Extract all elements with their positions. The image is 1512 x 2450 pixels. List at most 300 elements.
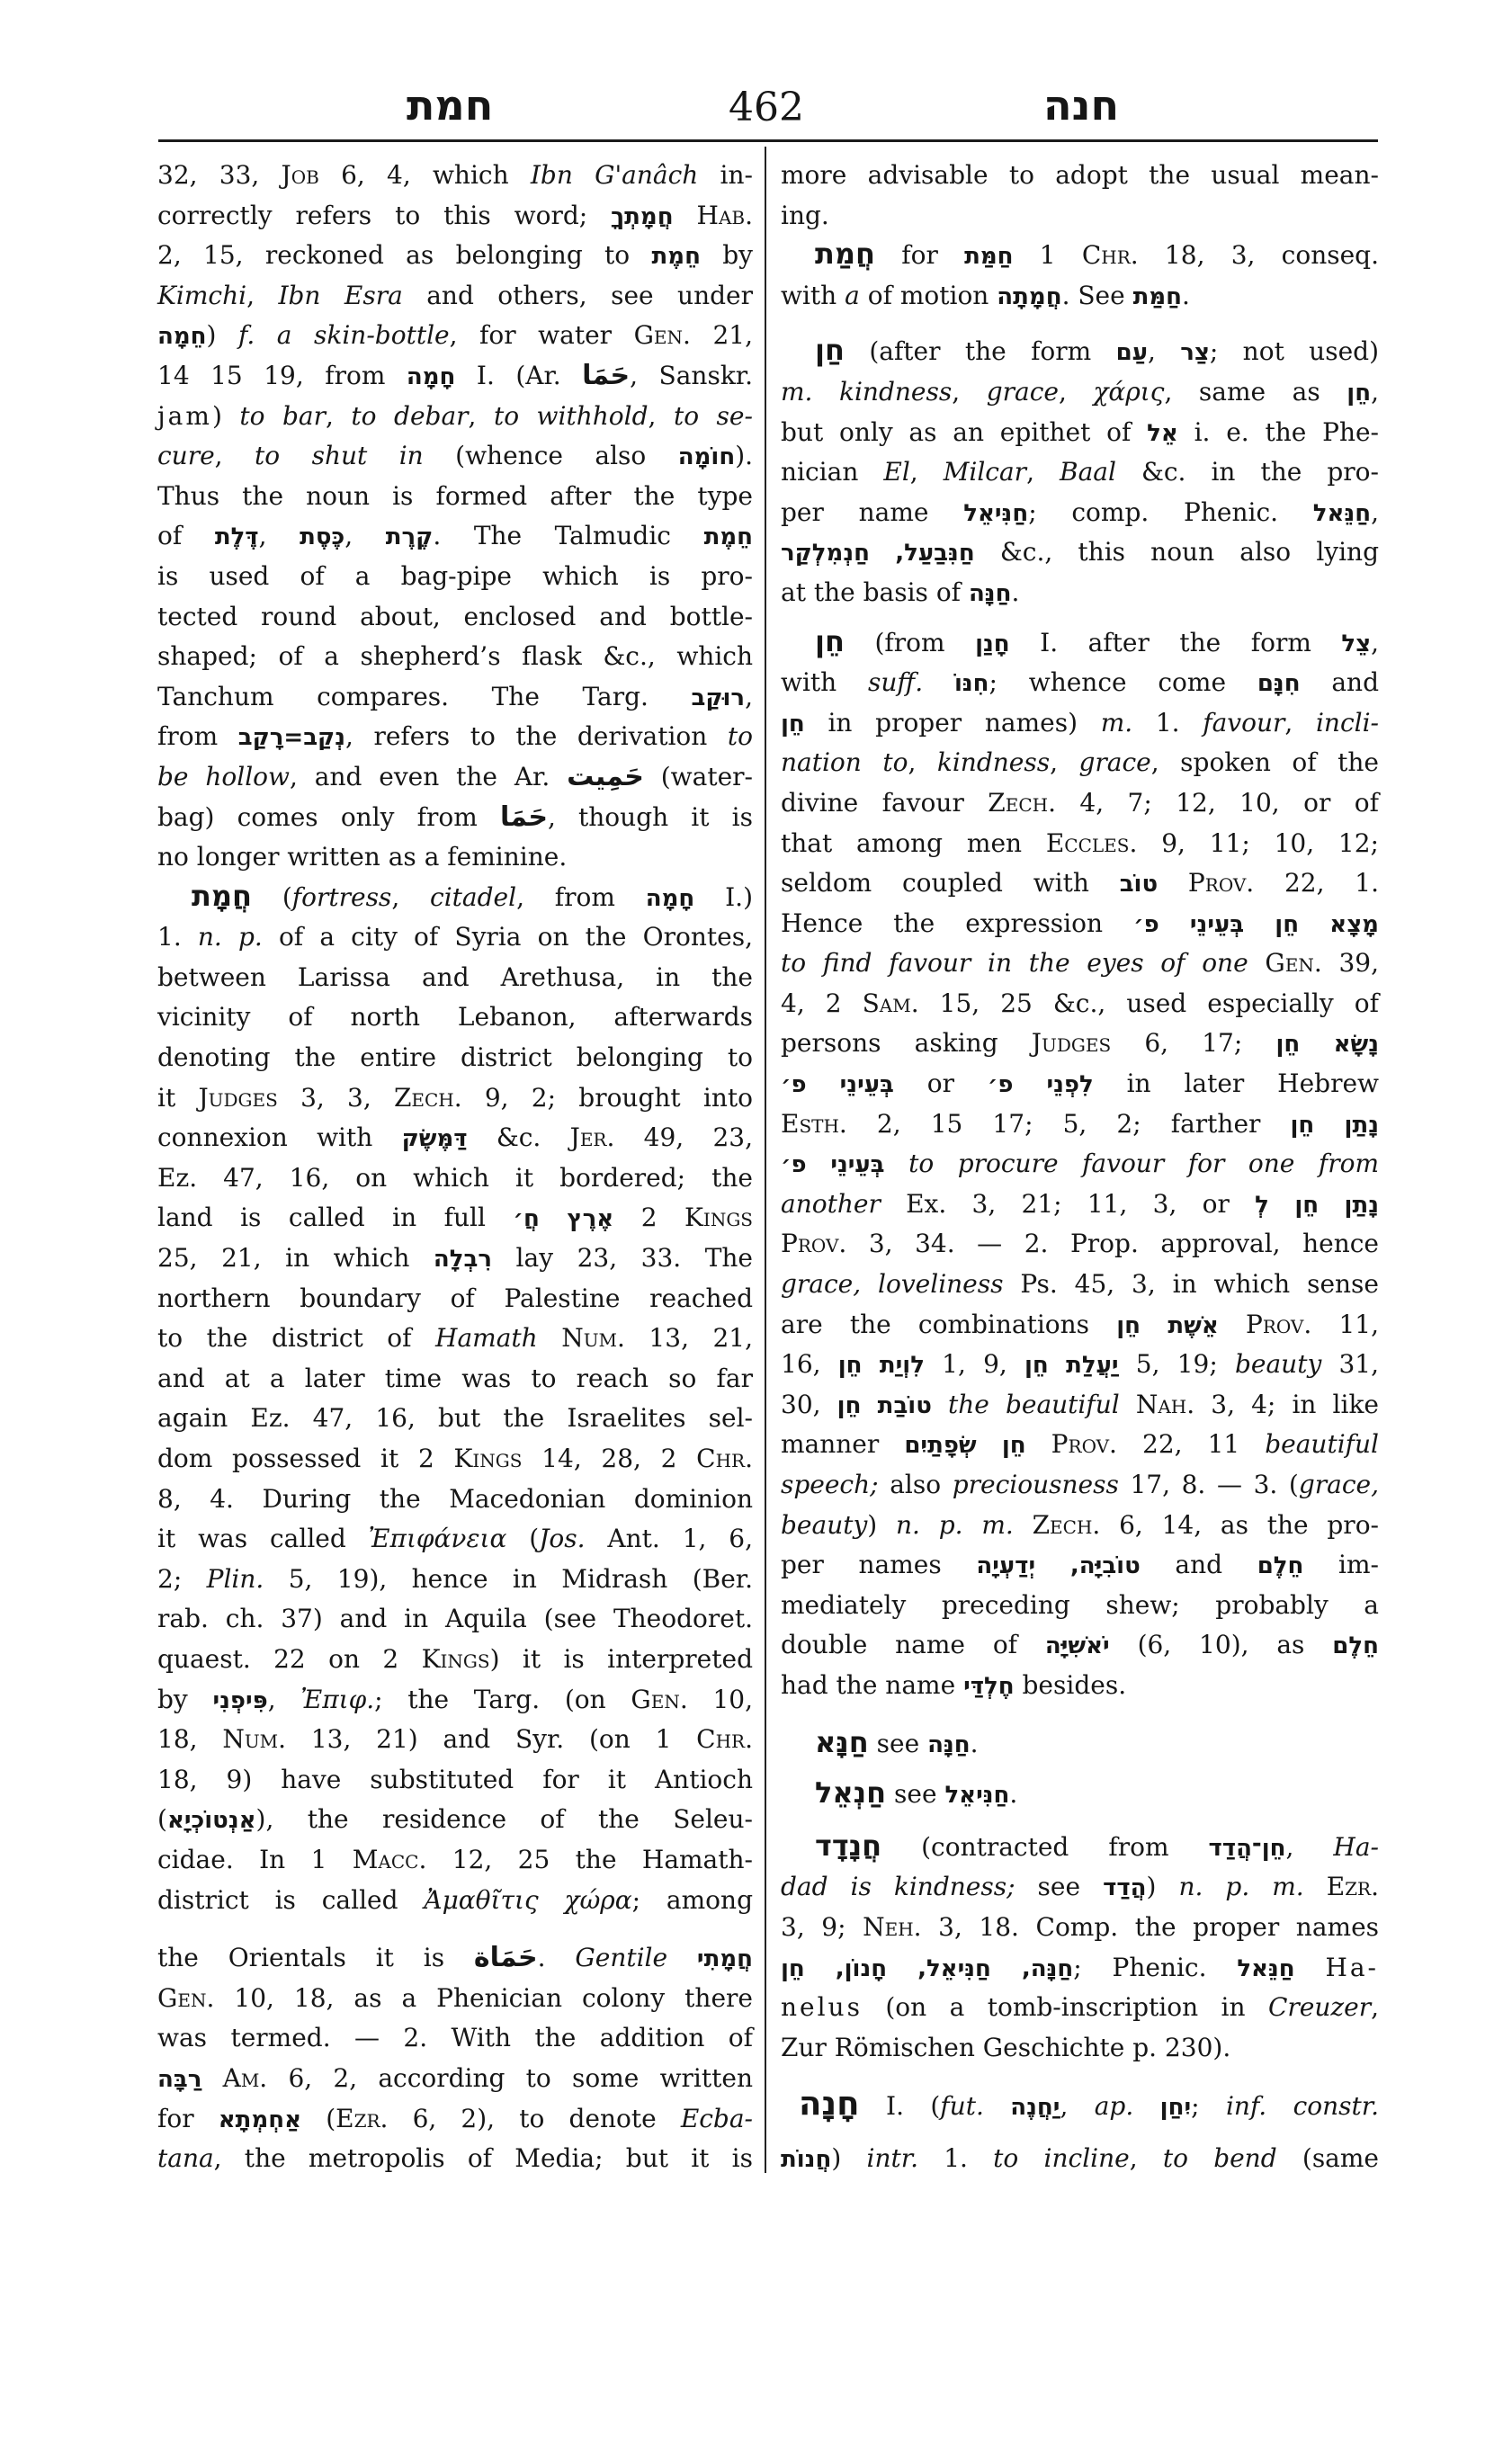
- text-run: quaest. 22 on 2: [157, 1643, 422, 1674]
- text-run: , though it is: [547, 801, 753, 832]
- hebrew-word: עַם: [1115, 339, 1148, 367]
- hebrew-word: מָצָא חֵן בְּעֵינֵי פ׳: [1133, 910, 1379, 938]
- hebrew-word: חִנּוֹ: [953, 670, 989, 698]
- entry-chammath: [781, 236, 1379, 316]
- italic-text: to shut in: [255, 441, 424, 471]
- text-run: (on a tomb-inscription in: [862, 1992, 1268, 2023]
- hebrew-word: יַחֲנֶה: [1010, 2094, 1060, 2122]
- text-line: [157, 1938, 753, 1979]
- right-column: [781, 156, 1379, 2179]
- text-run: , from: [516, 881, 646, 912]
- italic-text: grace: [1078, 747, 1151, 778]
- text-line: [781, 1024, 1379, 1064]
- text-run: connexion with: [157, 1122, 402, 1153]
- hebrew-word: חֵמָה: [157, 323, 207, 351]
- text-run: double name of: [781, 1630, 1045, 1660]
- hebrew-word: חִנָּם: [1257, 670, 1301, 698]
- text-run: . The Talmudic: [433, 521, 704, 551]
- text-run: for: [157, 2103, 219, 2133]
- italic-text: fortress: [291, 881, 392, 912]
- hebrew-word: דֶּלֶת: [214, 523, 259, 551]
- text-run: see: [868, 1728, 928, 1758]
- text-run: .: [1009, 1779, 1018, 1810]
- arabic-word: حَمِيت: [567, 760, 644, 792]
- hebrew-word: נְקַב=רָקַב: [237, 724, 345, 752]
- text-line: [781, 493, 1379, 533]
- guide-word-right: חנה: [1043, 81, 1120, 130]
- text-run: [923, 667, 954, 697]
- text-run: 14, 28, 2: [522, 1444, 697, 1473]
- text-line: [781, 1144, 1379, 1185]
- hebrew-word: חַמַּת: [964, 243, 1014, 271]
- text-run: ,: [909, 457, 944, 487]
- text-run: see: [886, 1779, 945, 1810]
- text-run: 10,: [687, 1684, 753, 1714]
- text-run: or: [893, 1069, 988, 1099]
- text-run: ), the residence of the Seleu-: [255, 1804, 753, 1835]
- text-run: 21,: [690, 320, 753, 351]
- book-reference: Gen.: [631, 1684, 688, 1714]
- italic-text: beautiful: [1265, 1429, 1380, 1460]
- text-line: [157, 717, 753, 757]
- book-reference: Gen.: [157, 1982, 215, 2013]
- text-run: .: [1011, 577, 1020, 607]
- text-run: cidae. In 1: [157, 1844, 353, 1874]
- text-run: , same as: [1164, 376, 1347, 407]
- text-run: to the district of: [157, 1323, 436, 1354]
- text-run: for: [875, 240, 965, 271]
- italic-text: Gentile: [575, 1943, 668, 1973]
- text-run: Ant. 1, 6,: [585, 1524, 754, 1554]
- text-run: 2: [613, 1203, 684, 1233]
- text-line: [157, 356, 753, 397]
- headword-line: [781, 236, 1379, 276]
- text-run: ,: [908, 747, 937, 778]
- italic-text: Milcar: [943, 457, 1027, 487]
- text-run: no longer written as a feminine.: [157, 842, 568, 872]
- entry-chenadad: [781, 1828, 1379, 2069]
- text-run: Ez. 47, 16, on which it bordered; the: [157, 1162, 753, 1193]
- text-run: (whence also: [423, 441, 678, 471]
- text-run: Ex. 3, 21; 11, 3, or: [880, 1188, 1256, 1219]
- entry-chan: [781, 332, 1379, 612]
- text-run: 11,: [1311, 1309, 1379, 1339]
- italic-text: n. p. m.: [896, 1509, 1014, 1540]
- text-run: at the basis of: [781, 577, 969, 607]
- headword: חַנָּא: [815, 1724, 869, 1759]
- text-line: [781, 1385, 1379, 1426]
- italic-text: tana: [157, 2143, 214, 2174]
- hebrew-word: חֵן שְׂפָתַיִם: [904, 1432, 1026, 1460]
- text-run: in later Hebrew: [1093, 1069, 1379, 1099]
- headword-line: [781, 2084, 1380, 2127]
- book-reference: Ezr.: [336, 2103, 389, 2133]
- text-line: [157, 276, 753, 317]
- text-line: [781, 1666, 1379, 1706]
- text-run: 15, 25 &c., used especially of: [918, 988, 1379, 1018]
- hebrew-word: חֲמָתָה: [997, 282, 1062, 310]
- text-run: it was called: [157, 1524, 369, 1554]
- text-run: [538, 1323, 562, 1353]
- hebrew-word: צַר: [1180, 339, 1210, 367]
- text-run: mediately preceding shew; probably a: [781, 1589, 1379, 1620]
- italic-text: ap.: [1094, 2091, 1134, 2122]
- text-run: 3, 34. — 2. Prop. approval, hence: [846, 1229, 1379, 1259]
- italic-text: preciousness: [952, 1470, 1119, 1499]
- book-reference: Prov.: [1187, 868, 1255, 899]
- book-reference: Chr.: [696, 1444, 753, 1473]
- headword: חֵן: [815, 623, 845, 658]
- text-line: [157, 1480, 753, 1520]
- text-run: I. after the form: [1009, 627, 1342, 657]
- text-run: Thus the noun is formed after the type: [157, 480, 753, 511]
- text-run: , Sanskr.: [630, 360, 753, 390]
- text-line: [781, 1908, 1379, 1948]
- hebrew-word: חֵמֶת: [651, 243, 701, 271]
- book-reference: Prov.: [1245, 1309, 1312, 1339]
- text-line: [781, 413, 1379, 453]
- entry-chen: [781, 623, 1379, 1706]
- text-line: [157, 677, 753, 718]
- text-line: [157, 1640, 753, 1680]
- headword: חָנָה: [799, 2084, 860, 2124]
- text-run: nician: [781, 457, 884, 487]
- text-run: [1248, 948, 1266, 978]
- italic-text: Ha-: [1333, 1831, 1379, 1862]
- text-line: [781, 1545, 1379, 1586]
- text-run: manner: [781, 1429, 905, 1460]
- text-run: ,: [1371, 376, 1379, 407]
- text-run: ,: [1371, 496, 1379, 527]
- text-run: [667, 1943, 697, 1972]
- spaced-text: Ha-: [1325, 1952, 1380, 1982]
- italic-text: m. kindness: [781, 376, 953, 407]
- text-run: the Orientals it is: [157, 1943, 474, 1973]
- text-run: and at a later time was to reach so far: [157, 1363, 753, 1393]
- book-reference: Sam.: [862, 988, 919, 1018]
- italic-text: to se-: [673, 400, 753, 431]
- text-run: again Ez. 47, 16, but the Israelites sel-: [157, 1403, 753, 1434]
- book-reference: Num.: [561, 1323, 625, 1354]
- entry-chana: [781, 2084, 1380, 2178]
- guide-word-left: חמת: [407, 81, 494, 130]
- text-run: 16,: [781, 1349, 838, 1380]
- text-run: tected round about, enclosed and bottle-: [157, 601, 753, 631]
- hebrew-word: פִּיפְנִי: [212, 1686, 268, 1714]
- text-line: [781, 156, 1379, 196]
- italic-text: speech;: [781, 1470, 879, 1499]
- text-line: [157, 236, 753, 276]
- text-run: (: [252, 881, 292, 912]
- headword-line: [781, 623, 1379, 664]
- text-line: [157, 917, 753, 958]
- hebrew-word: חַנָּה, חַנִּיאֵל, חָנוֹן, חֵן: [781, 1954, 1074, 1982]
- text-run: also: [878, 1470, 953, 1499]
- headword: חֲמַת: [815, 237, 875, 272]
- italic-text: to withhold: [493, 400, 649, 431]
- text-run: Hence the expression: [781, 908, 1134, 938]
- text-line: [781, 1265, 1379, 1305]
- text-run: ,: [214, 441, 255, 471]
- text-run: 1, 9,: [924, 1349, 1024, 1380]
- text-line: [157, 436, 753, 477]
- book-reference: Zech.: [1032, 1509, 1101, 1540]
- text-run: 22, 11: [1116, 1429, 1266, 1460]
- italic-text: n. p.: [197, 922, 263, 952]
- text-run: [1133, 2091, 1159, 2121]
- text-line: [157, 637, 753, 677]
- italic-text: Ibn G'anâch: [530, 160, 699, 190]
- text-line: [781, 1305, 1379, 1346]
- entry-channel: [781, 1775, 1379, 1815]
- text-run: ,: [1060, 2091, 1095, 2122]
- text-run: with: [781, 667, 868, 698]
- text-line: [781, 196, 1379, 237]
- headword-line: [781, 1828, 1379, 1868]
- spaced-text: jam: [157, 400, 212, 431]
- text-run: Zur Römischen Geschichte p. 230).: [781, 2032, 1231, 2062]
- text-line: [157, 1198, 753, 1238]
- text-run: 3, 3,: [277, 1082, 394, 1113]
- arabic-word: حَمَا: [582, 359, 631, 391]
- hebrew-word: חַנָּה: [968, 579, 1012, 607]
- hebrew-word: נָשָׂא חֵן: [1275, 1031, 1379, 1059]
- headword-line: [781, 332, 1379, 372]
- text-run: ): [831, 2142, 867, 2173]
- text-run: rab. ch. 37) and in Aquila (see Theodoret.: [157, 1604, 753, 1634]
- text-run: Ps. 45, 3, in which sense: [1003, 1269, 1379, 1300]
- text-line: [781, 2139, 1379, 2179]
- text-run: ; whence come: [989, 667, 1257, 698]
- text-run: 1.: [157, 922, 198, 952]
- book-reference: Job: [281, 160, 319, 190]
- italic-text: cure: [157, 441, 215, 471]
- text-run: 5, 19;: [1118, 1349, 1235, 1380]
- text-run: 31,: [1321, 1349, 1379, 1380]
- book-reference: Ezr.: [1326, 1872, 1379, 1902]
- text-run: (water-: [643, 761, 753, 791]
- text-run: ): [867, 1509, 897, 1540]
- text-run: 1: [1013, 240, 1082, 271]
- hebrew-word: בְּעֵינֵי פ׳: [781, 1071, 894, 1099]
- text-run: 2;: [157, 1563, 207, 1594]
- text-line: [157, 2018, 753, 2059]
- text-run: persons asking: [781, 1028, 1032, 1059]
- text-run: with: [781, 280, 845, 310]
- hebrew-word: חֵן: [781, 710, 805, 738]
- text-run: 18, 3, conseq.: [1138, 240, 1380, 271]
- text-run: ; comp. Phenic.: [1028, 496, 1313, 527]
- book-reference: Jer.: [569, 1122, 615, 1153]
- hebrew-word: חַמַּת: [1132, 282, 1183, 310]
- text-line: [157, 316, 753, 356]
- text-run: ,: [246, 280, 279, 310]
- text-run: shaped; of a shepherd’s flask &c., which: [157, 641, 753, 672]
- book-reference: Gen.: [633, 320, 691, 351]
- greek-word: Ἀμαθῖτις χώρα: [424, 1884, 632, 1915]
- hebrew-word: חָנַן: [975, 630, 1010, 657]
- text-run: [885, 1149, 909, 1178]
- text-run: 3, 9;: [781, 1911, 863, 1942]
- text-line: [781, 1104, 1379, 1145]
- italic-text: kindness: [936, 747, 1051, 778]
- page-number: 462: [729, 85, 804, 130]
- column-divider: [765, 147, 766, 2173]
- hebrew-word: הֲדַד: [1103, 1874, 1147, 1902]
- text-run: (: [157, 1804, 167, 1835]
- book-reference: Eccles.: [1045, 827, 1138, 858]
- text-run: [1014, 1510, 1033, 1540]
- text-run: ,: [1058, 376, 1094, 407]
- greek-word: Ἐπιφ.: [300, 1684, 375, 1714]
- text-line: [157, 477, 753, 517]
- text-run: &c.: [467, 1122, 570, 1153]
- text-run: 10, 18, as a Phenician colony there: [214, 1982, 753, 2013]
- text-run: 12, 25 the Hamath-: [426, 1844, 754, 1874]
- text-run: ,: [1129, 2142, 1163, 2173]
- text-run: 13, 21) and Syr. (on 1: [286, 1724, 697, 1755]
- text-line: [781, 573, 1379, 613]
- italic-text: to: [727, 721, 753, 752]
- hebrew-word: לִפְנֵי פ׳: [987, 1071, 1094, 1099]
- text-run: from: [157, 721, 238, 752]
- italic-text: beauty: [1234, 1349, 1322, 1380]
- hebrew-word: חֵן־הֲדַד: [1208, 1834, 1286, 1862]
- text-run: [1158, 868, 1188, 898]
- text-line: [781, 1345, 1379, 1385]
- text-run: 4, 2: [781, 988, 863, 1018]
- text-run: and: [1300, 667, 1380, 698]
- text-run: ,: [1050, 747, 1079, 778]
- text-run: [1219, 1310, 1246, 1339]
- text-line: [157, 1118, 753, 1158]
- text-run: , the metropolis of Media; but it is: [213, 2143, 753, 2174]
- text-run: 30,: [781, 1389, 837, 1419]
- hebrew-word: חַנָּה: [927, 1730, 971, 1758]
- text-run: im-: [1303, 1550, 1380, 1580]
- text-run: .: [537, 1943, 576, 1973]
- text-run: (6, 10), as: [1109, 1630, 1333, 1660]
- hebrew-word: טוֹבִיָּה, יְדַעְיָה: [976, 1552, 1141, 1580]
- italic-text: to debar: [351, 400, 469, 431]
- text-line: [781, 1224, 1379, 1265]
- text-run: and others, see under: [402, 280, 753, 310]
- text-line: [157, 557, 753, 597]
- italic-text: Ecba-: [680, 2103, 754, 2133]
- italic-text: suff.: [868, 667, 924, 698]
- entry-hamath: [157, 878, 753, 2179]
- italic-text: Jos.: [539, 1524, 586, 1554]
- text-run: besides.: [1014, 1669, 1127, 1700]
- text-line: [157, 2099, 753, 2140]
- book-reference: Judges: [198, 1082, 278, 1113]
- hebrew-word: יַעֲלַת חֵן: [1024, 1352, 1119, 1380]
- text-run: 4, 7; 12, 10, or of: [1055, 787, 1379, 818]
- text-line: [157, 997, 753, 1038]
- text-run: I.): [694, 881, 753, 912]
- text-run: land is called in full: [157, 1203, 514, 1233]
- text-run: ; among: [631, 1884, 753, 1915]
- italic-text: intr.: [866, 2142, 918, 2173]
- hebrew-word: דַּמֶּשֶׂק: [401, 1125, 468, 1153]
- text-run: 13, 21,: [624, 1323, 754, 1354]
- text-line: [781, 1586, 1379, 1626]
- text-line: [781, 1948, 1379, 1989]
- text-run: ; Phenic.: [1073, 1952, 1238, 1982]
- text-run: ): [206, 320, 238, 351]
- text-run: ,: [745, 681, 753, 711]
- text-line: [157, 1680, 753, 1721]
- text-line: [781, 1064, 1379, 1104]
- text-run: per name: [781, 496, 964, 527]
- book-reference: Neh.: [863, 1911, 922, 1942]
- text-run: lay 23, 33. The: [492, 1243, 753, 1274]
- hebrew-word: חַנֵּאל: [1237, 1954, 1295, 1982]
- text-run: ,: [468, 400, 494, 431]
- text-line: [157, 1399, 753, 1439]
- text-run: divine favour: [781, 787, 989, 818]
- text-line: [157, 1519, 753, 1560]
- text-run: [201, 2063, 222, 2093]
- text-run: I. (: [859, 2091, 941, 2122]
- text-run: ,: [952, 376, 987, 407]
- text-run: seldom coupled with: [781, 868, 1120, 899]
- italic-text: Hamath: [435, 1323, 538, 1354]
- text-line: [157, 1279, 753, 1319]
- arabic-word: حَمَا: [499, 800, 548, 833]
- text-run: .: [970, 1728, 979, 1758]
- text-run: 2, 15 17; 5, 2; farther: [846, 1108, 1291, 1139]
- spaced-text: nelus: [781, 1992, 863, 2023]
- hebrew-word: יִחַן: [1159, 2094, 1192, 2122]
- text-line: [781, 863, 1379, 904]
- headword: חֲנָדָד: [815, 1828, 882, 1863]
- text-run: ,: [267, 1684, 301, 1714]
- text-line: [157, 2139, 753, 2179]
- text-line: [157, 516, 753, 557]
- italic-text: grace, loveliness: [781, 1269, 1004, 1300]
- italic-text: grace: [986, 376, 1059, 407]
- text-line: [157, 798, 753, 838]
- text-line: [781, 984, 1379, 1024]
- book-reference: Gen.: [1265, 948, 1322, 979]
- text-run: and: [1140, 1550, 1257, 1580]
- text-run: .: [1182, 280, 1190, 310]
- text-run: 6, 4, which: [318, 160, 531, 190]
- text-run: (from: [844, 627, 976, 657]
- text-run: ).: [735, 441, 754, 471]
- italic-text: El: [883, 457, 910, 487]
- entry-continuation: [781, 156, 1379, 236]
- text-line: [781, 1867, 1379, 1908]
- italic-text: Plin.: [206, 1563, 264, 1594]
- text-line: [157, 1840, 753, 1881]
- text-run: in-: [698, 160, 753, 190]
- hebrew-word: טוֹב: [1119, 871, 1159, 899]
- italic-text: to bend: [1162, 2142, 1277, 2173]
- text-run: 32, 33,: [157, 160, 282, 190]
- text-run: ): [1146, 1872, 1179, 1902]
- text-run: 6, 14, as the pro-: [1100, 1509, 1380, 1540]
- text-run: 3, 4; in like: [1194, 1389, 1379, 1419]
- text-run: ): [211, 400, 240, 431]
- hebrew-word: נָתַן חֵן לְ: [1255, 1191, 1379, 1219]
- headword-line: [781, 1724, 1379, 1765]
- italic-text: Kimchi: [157, 280, 247, 310]
- text-run: 18, 9) have substituted for it Antioch: [157, 1764, 753, 1794]
- hebrew-word: אֶרֶץ חֲ׳: [513, 1205, 614, 1233]
- headword: חֲמָת: [192, 878, 252, 913]
